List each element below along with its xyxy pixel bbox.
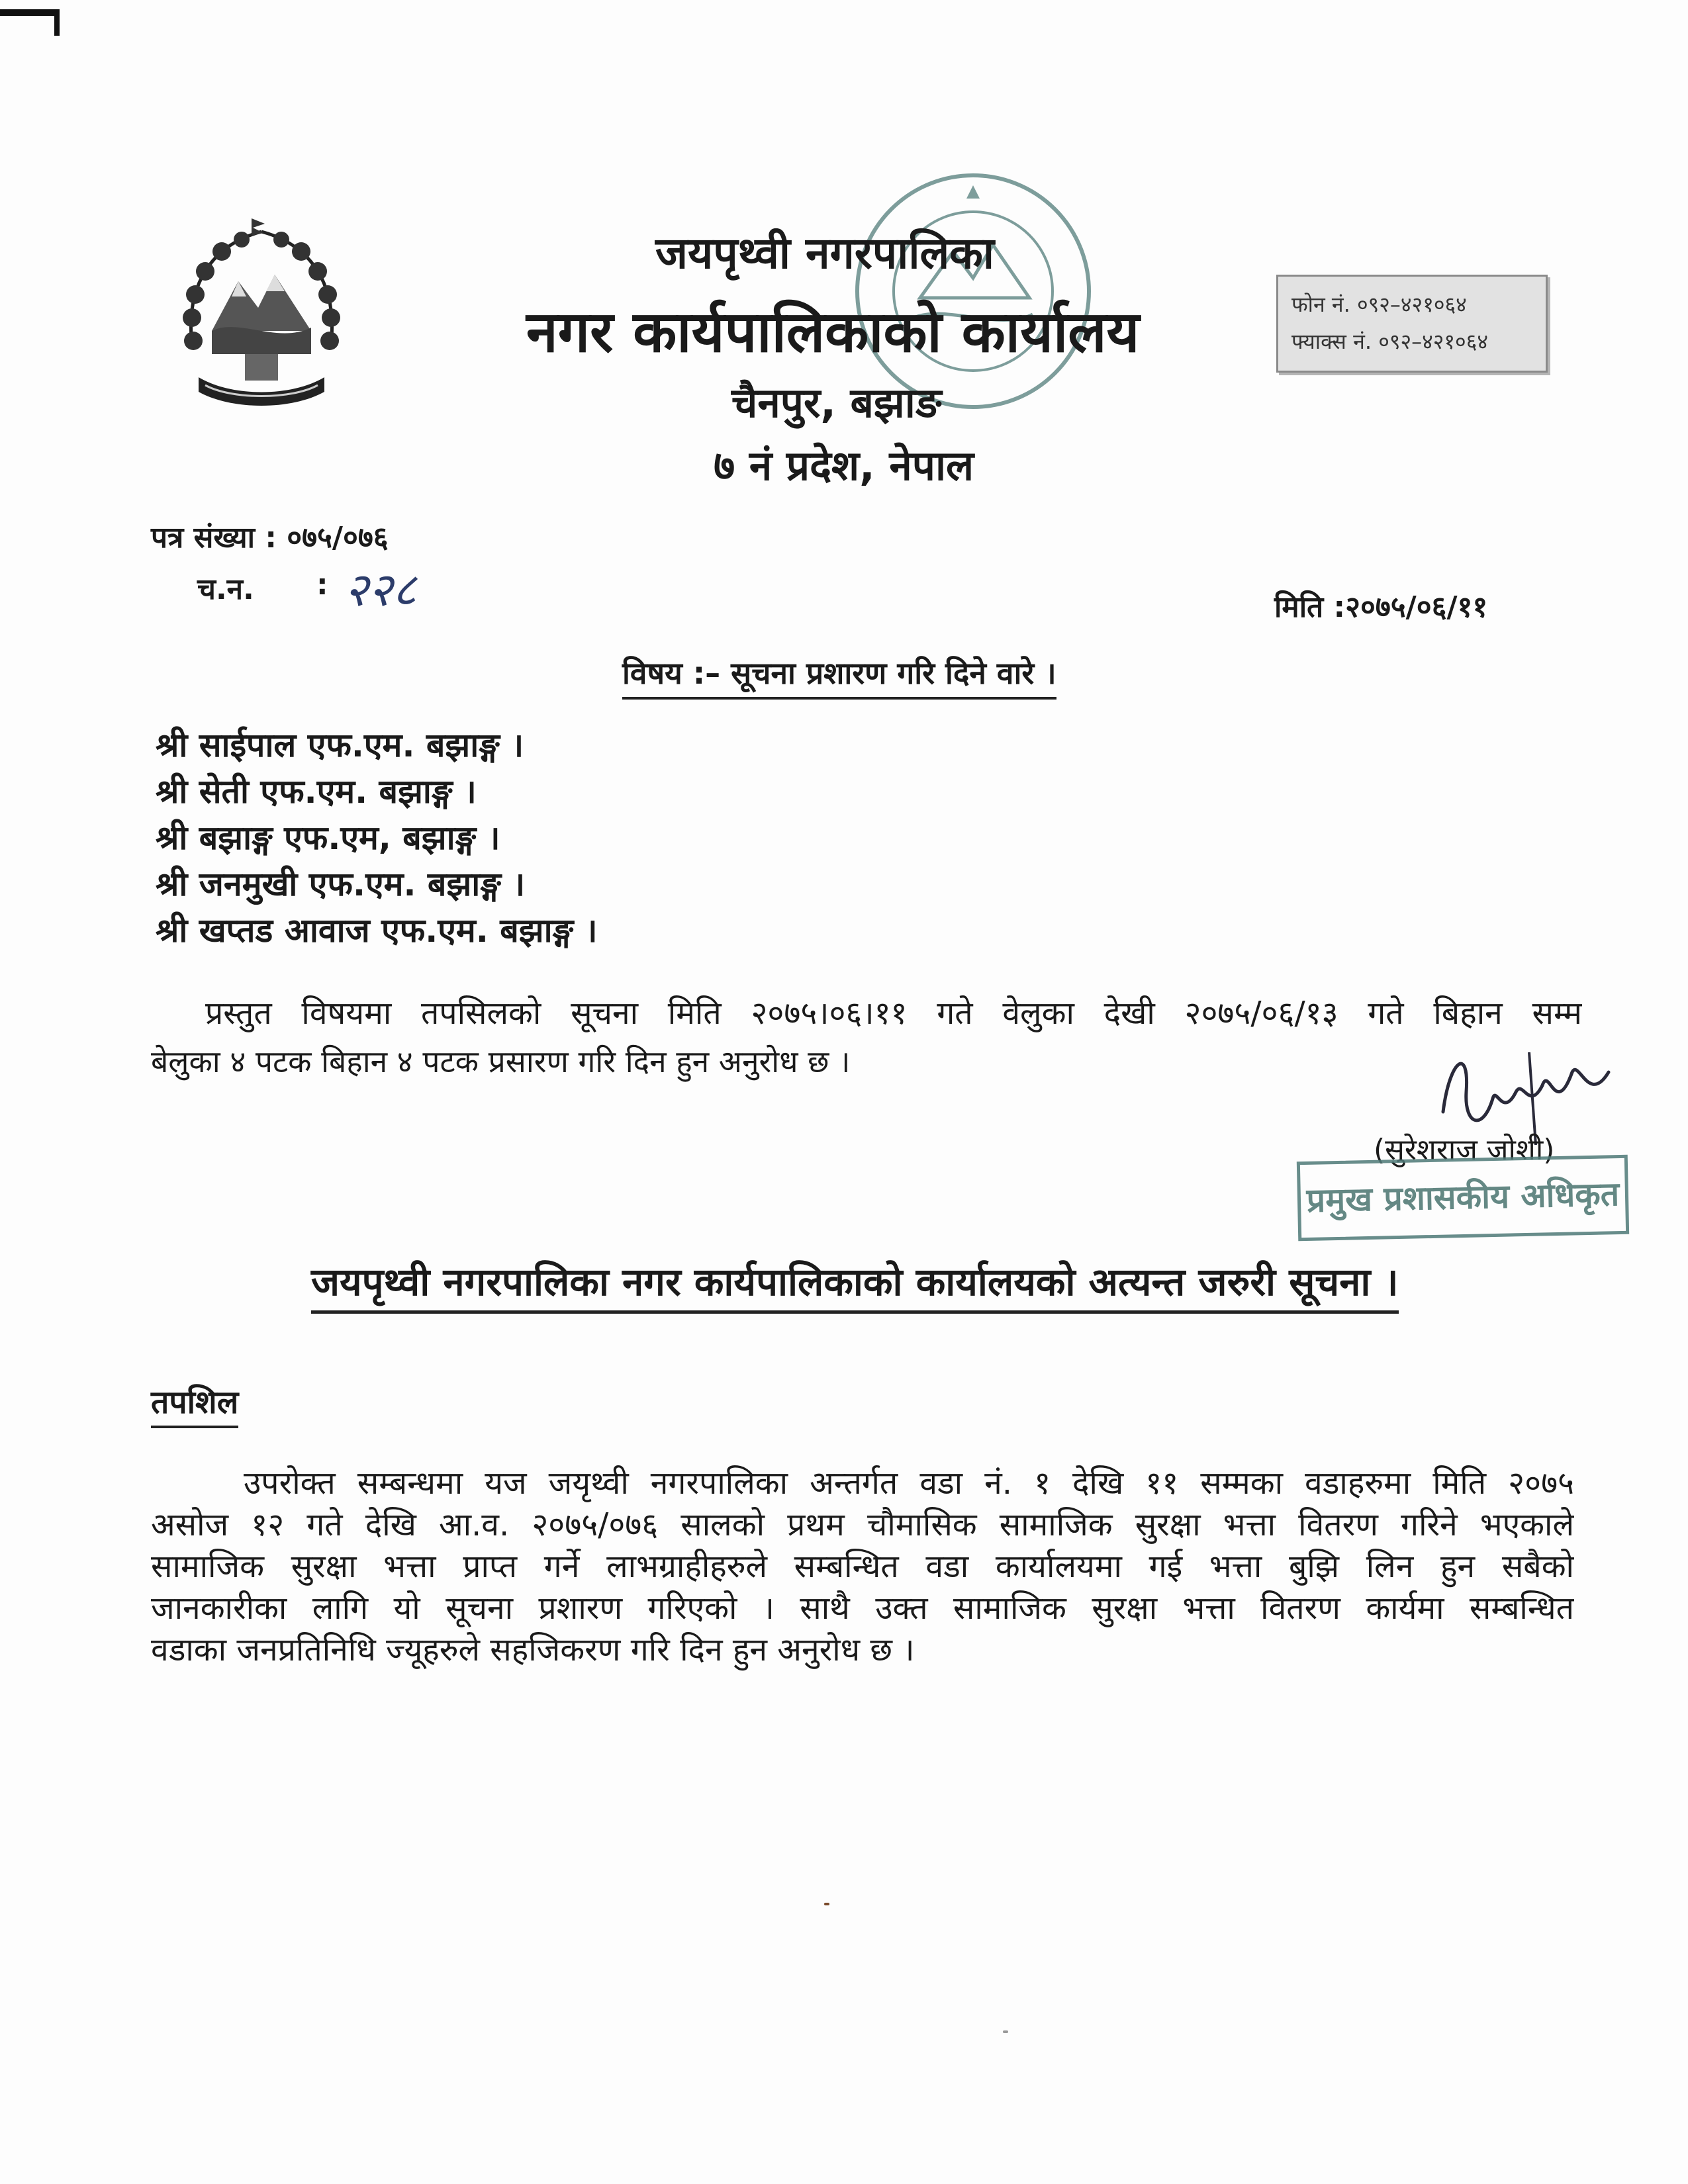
notice-heading: जयपृथ्वी नगरपालिका नगर कार्यपालिकाको कार्यालयको अत्यन्त जरुरी सूचना । — [311, 1254, 1399, 1314]
details-paragraph — [151, 1463, 1574, 1671]
letter-subject: विषय :– सूचना प्रशारण गरि दिने वारे । — [622, 652, 1056, 700]
letter-date: मिति :२०७५/०६/११ — [1274, 590, 1488, 624]
addressee-line: श्री साईपाल एफ.एम. बझाङ्ग । — [156, 726, 524, 764]
office-name: नगर कार्यपालिकाको कार्यालय — [526, 299, 1140, 365]
nepal-emblem-icon — [165, 218, 357, 417]
dispatch-number-colon: : — [316, 568, 328, 602]
request-paragraph — [205, 993, 1582, 1034]
fax-number: फ्याक्स नं. ०९२–४२१०६४ — [1291, 329, 1488, 354]
details-line: सामाजिक सुरक्षा भत्ता प्राप्त गर्ने लाभग्राहीहरुले सम्बन्धित वडा कार्यालयमा गई भत्ता बुझि लिन हुन सबैको — [151, 1548, 1574, 1585]
addressee-line: श्री बझाङ्ग एफ.एम, बझाङ्ग । — [156, 819, 500, 857]
designation-stamp: प्रमुख प्रशासकीय अधिकृत — [1297, 1155, 1629, 1241]
addressee-line: श्री जनमुखी एफ.एम. बझाङ्ग । — [156, 865, 526, 903]
details-heading: तपशिल — [151, 1380, 238, 1428]
scan-corner-mark — [0, 9, 60, 16]
municipality-name: जयपृथ्वी नगरपालिका — [655, 228, 994, 279]
dispatch-number-label: च.न. — [197, 572, 254, 606]
scan-speck — [1003, 2030, 1008, 2033]
scan-corner-mark — [54, 9, 60, 36]
province-line: ७ नं प्रदेश, नेपाल — [714, 441, 974, 490]
scan-speck — [824, 1903, 829, 1905]
addressee-line: श्री खप्तड आवाज एफ.एम. बझाङ्ग । — [156, 911, 598, 950]
request-line: प्रस्तुत विषयमा तपसिलको सूचना मिति २०७५।०६।११ गते वेलुका देखी २०७५/०६/१३ गते बिहान सम्म — [205, 995, 1582, 1032]
details-line: असोज १२ गते देखि आ.व. २०७५/०७६ सालको प्रथम चौमासिक सामाजिक सुरक्षा भत्ता वितरण गरिने भएकाले — [151, 1506, 1574, 1543]
request-line: बेलुका ४ पटक बिहान ४ पटक प्रसारण गरि दिन हुन अनुरोध छ । — [151, 1044, 851, 1079]
details-line: जानकारीका लागि यो सूचना प्रशारण गरिएको । साथै उक्त सामाजिक सुरक्षा भत्ता वितरण कार्यमा सम्बन्धित — [151, 1590, 1574, 1627]
addressee-line: श्री सेती एफ.एम. बझाङ्ग । — [156, 772, 477, 811]
office-location: चैनपुर, बझाङ — [731, 379, 942, 427]
details-line: उपरोक्त सम्बन्धमा यज जयृथ्वी नगरपालिका अन्तर्गत वडा नं. १ देखि ११ सम्मका वडाहरुमा मिति २०७५ — [244, 1465, 1574, 1502]
contact-box — [1276, 275, 1548, 373]
phone-number: फोन नं. ०९२–४२१०६४ — [1291, 292, 1467, 317]
letter-reference-number: पत्र संख्या : ०७५/०७६ — [151, 521, 389, 555]
dispatch-number-handwritten: २२८ — [344, 563, 417, 617]
signatory-name: (सुरेशराज जोशी) — [1374, 1133, 1555, 1167]
details-line: वडाका जनप्रतिनिधि ज्यूहरुले सहजिकरण गरि दिन हुन अनुरोध छ । — [151, 1631, 915, 1668]
